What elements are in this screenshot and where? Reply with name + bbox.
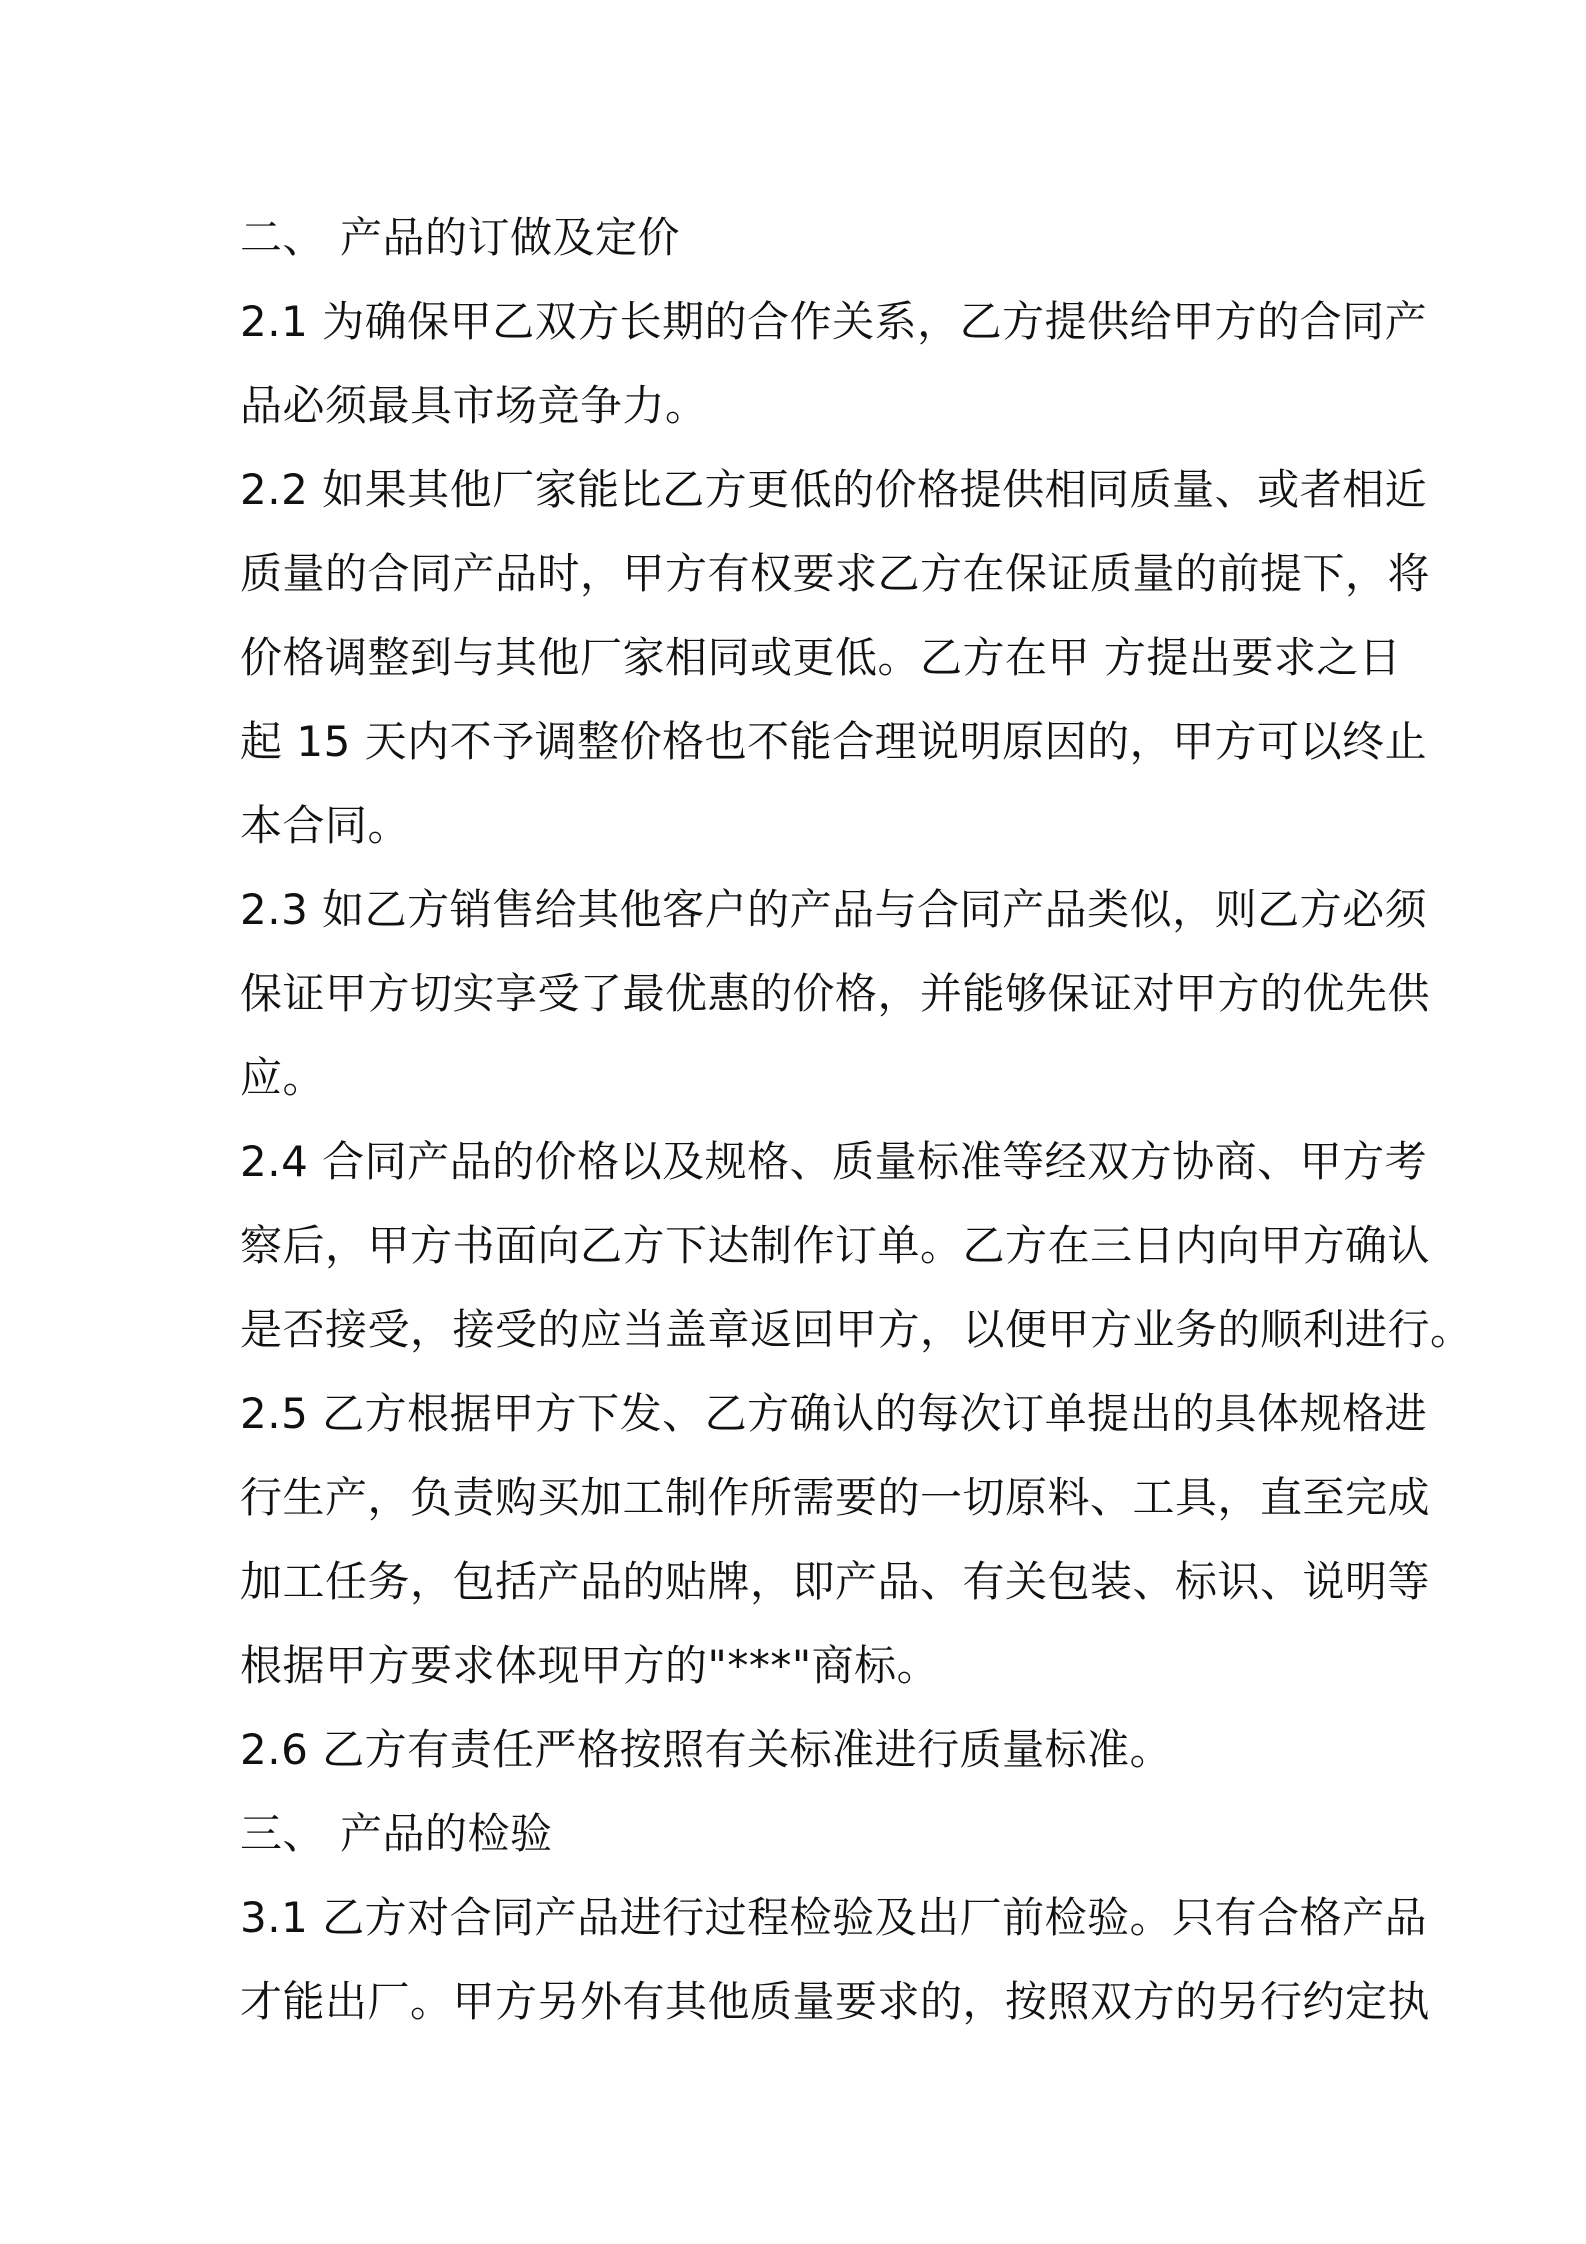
clause-line: 加工任务，包括产品的贴牌，即产品、有关包装、标识、说明等 [240, 1557, 1431, 1606]
clause-line: 2.4 合同产品的价格以及规格、质量标准等经双方协商、甲方考 [240, 1137, 1428, 1186]
clause-line: 保证甲方切实享受了最优惠的价格，并能够保证对甲方的优先供 [240, 969, 1431, 1018]
clause-line: 2.1 为确保甲乙双方长期的合作关系，乙方提供给甲方的合同产 [240, 297, 1428, 346]
clause-line: 3.1 乙方对合同产品进行过程检验及出厂前检验。只有合格产品 [240, 1893, 1428, 1942]
clause-2-5 [240, 1372, 1431, 1708]
clause-line: 行生产，负责购买加工制作所需要的一切原料、工具，直至完成 [240, 1473, 1431, 1522]
clause-line: 本合同。 [240, 801, 411, 850]
clause-line: 才能出厂。甲方另外有其他质量要求的，按照双方的另行约定执 [240, 1977, 1431, 2026]
clause-2-1 [240, 280, 1428, 448]
clause-line: 是否接受，接受的应当盖章返回甲方，以便甲方业务的顺利进行。 [240, 1305, 1473, 1354]
clause-line: 察后，甲方书面向乙方下达制作订单。乙方在三日内向甲方确认 [240, 1221, 1431, 1270]
clause-line: 2.3 如乙方销售给其他客户的产品与合同产品类似，则乙方必须 [240, 885, 1428, 934]
clause-line: 2.2 如果其他厂家能比乙方更低的价格提供相同质量、或者相近 [240, 465, 1428, 514]
document-page [240, 196, 1473, 2044]
clause-line: 2.5 乙方根据甲方下发、乙方确认的每次订单提出的具体规格进 [240, 1389, 1428, 1438]
clause-2-4 [240, 1120, 1473, 1372]
clause-line: 根据甲方要求体现甲方的"***"商标。 [240, 1641, 940, 1690]
clause-line: 质量的合同产品时，甲方有权要求乙方在保证质量的前提下，将 [240, 549, 1431, 598]
clause-line: 起 15 天内不予调整价格也不能合理说明原因的，甲方可以终止 [240, 717, 1428, 766]
section-heading-3 [240, 1792, 1360, 1876]
section-heading-2 [240, 196, 1360, 280]
clause-line: 品必须最具市场竞争力。 [240, 381, 708, 430]
section-title: 产品的检验 [340, 1809, 553, 1858]
clause-3-1 [240, 1876, 1431, 2044]
section-title: 产品的订做及定价 [340, 213, 681, 262]
clause-2-3 [240, 868, 1431, 1120]
clause-line: 2.6 乙方有责任严格按照有关标准进行质量标准。 [240, 1725, 1173, 1774]
clause-line: 价格调整到与其他厂家相同或更低。乙方在甲 方提出要求之日 [240, 633, 1402, 682]
clause-2-2 [240, 448, 1431, 868]
section-number: 二、 [240, 213, 326, 262]
clause-line: 应。 [240, 1053, 326, 1102]
section-number: 三、 [240, 1809, 326, 1858]
clause-2-6 [240, 1708, 1360, 1792]
